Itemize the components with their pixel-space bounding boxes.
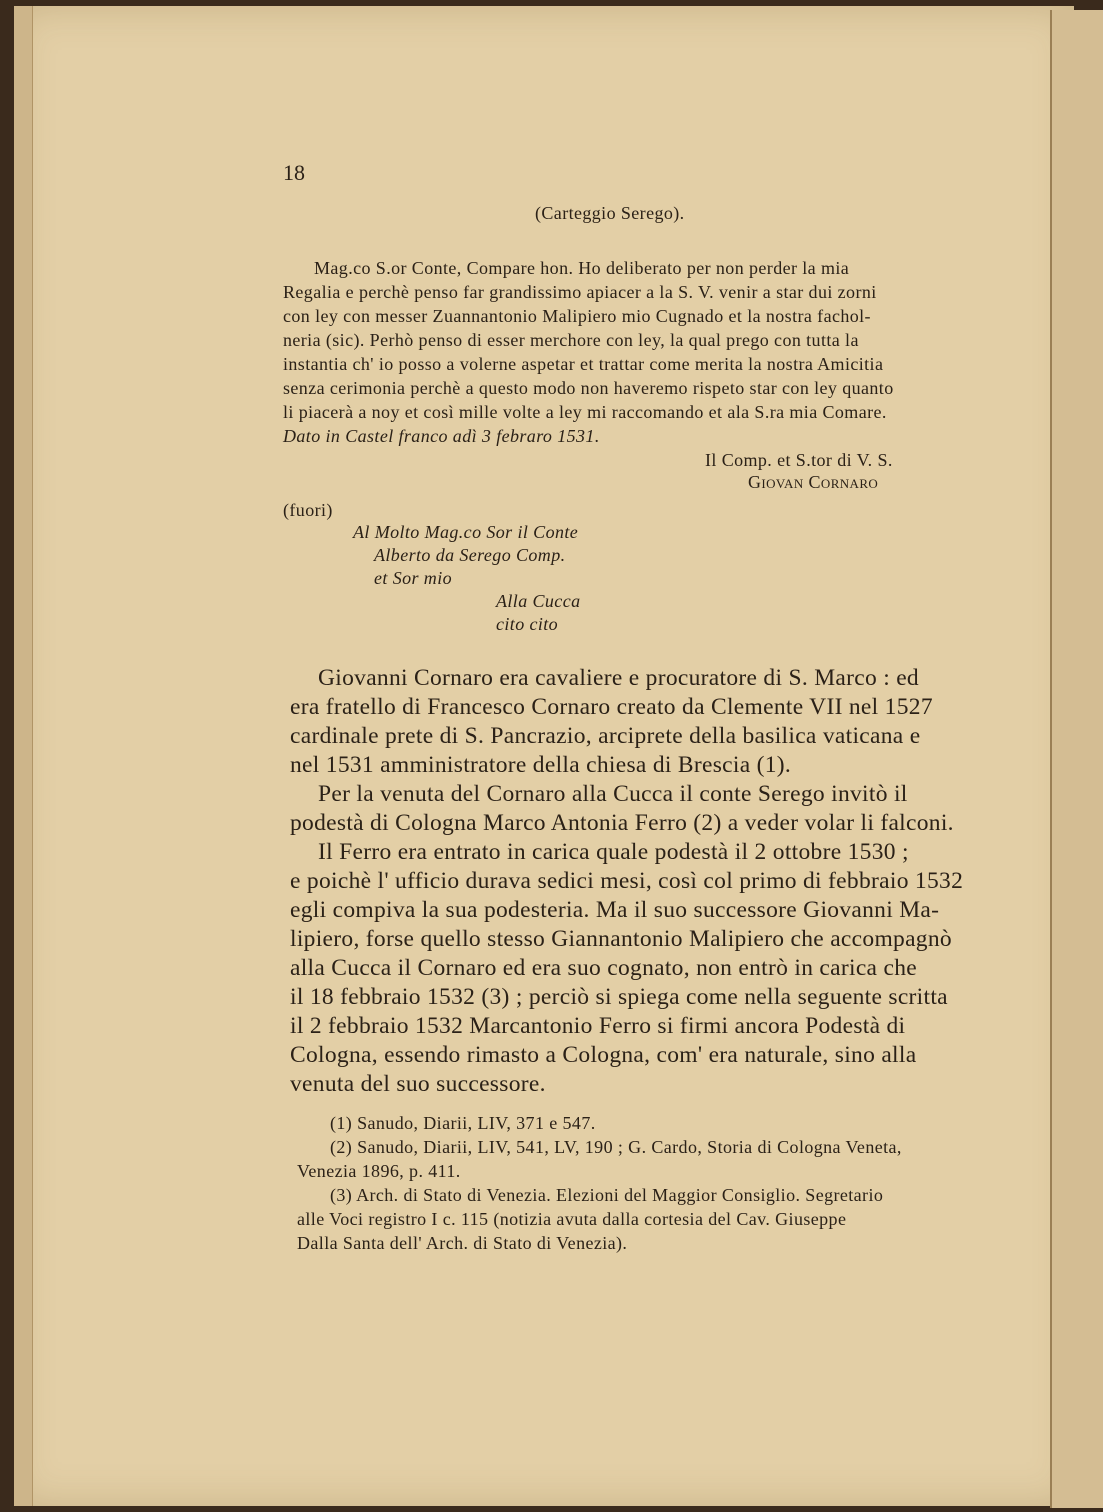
letter-line: Mag.co S.or Conte, Compare hon. Ho deliberato per non perder la mia <box>314 258 850 278</box>
body-line: nel 1531 amministratore della chiesa di Brescia (1). <box>290 752 792 778</box>
body-line: cardinale prete di S. Pancrazio, arciprete della basilica vaticana e <box>290 723 921 749</box>
footnote-line: Dalla Santa dell' Arch. di Stato di Venezia). <box>297 1233 628 1253</box>
address-label: (fuori) <box>283 500 333 520</box>
body-line: il 18 febbraio 1532 (3) ; perciò si spiega come nella seguente scritta <box>290 984 948 1010</box>
letter-line: senza cerimonia perchè a questo modo non haveremo rispeto star con ley quanto <box>283 378 894 398</box>
body-line: era fratello di Francesco Cornaro creato da Clemente VII nel 1527 <box>290 694 933 720</box>
letter-signature-name: Giovan Cornaro <box>748 472 879 492</box>
body-line: lipiero, forse quello stesso Giannantonio Malipiero che accompagnò <box>290 926 952 952</box>
address-line: Al Molto Mag.co Sor il Conte <box>353 522 579 542</box>
letter-line: li piacerà a noy et così mille volte a ley mi raccomando et ala S.ra mia Comare. <box>283 402 887 422</box>
letter-line: instantia ch' io posso a volerne aspetar et trattar come merita la nostra Amicitia <box>283 354 884 374</box>
footnote-line: (1) Sanudo, Diarii, LIV, 371 e 547. <box>330 1113 596 1133</box>
body-line: e poichè l' ufficio durava sedici mesi, così col primo di febbraio 1532 <box>290 868 964 894</box>
letter-line: neria (sic). Perhò penso di esser merchore con ley, la qual prego con tutta la <box>283 330 859 350</box>
address-line: Alberto da Serego Comp. <box>374 545 566 565</box>
footnote-line: (2) Sanudo, Diarii, LIV, 541, LV, 190 ; G. Cardo, Storia di Cologna Veneta, <box>330 1137 902 1157</box>
footnote-line: alle Voci registro I c. 115 (notizia avuta dalla cortesia del Cav. Giuseppe <box>297 1209 847 1229</box>
letter-line: Regalia e perchè penso far grandissimo apiacer a la S. V. venir a star dui zorni <box>283 282 877 302</box>
body-line: Il Ferro era entrato in carica quale podestà il 2 ottobre 1530 ; <box>318 839 909 865</box>
body-line: Cologna, essendo rimasto a Cologna, com' era naturale, sino alla <box>290 1042 917 1068</box>
source-heading: (Carteggio Serego). <box>535 203 685 223</box>
body-line: podestà di Cologna Marco Antonia Ferro (2) a veder volar li falconi. <box>290 810 954 836</box>
address-line: Alla Cucca <box>496 591 581 611</box>
body-line: egli compiva la sua podesteria. Ma il suo successore Giovanni Ma- <box>290 897 940 923</box>
next-page-edge <box>1050 10 1103 1508</box>
body-line: venuta del suo successore. <box>290 1071 546 1097</box>
body-line: il 2 febbraio 1532 Marcantonio Ferro si firmi ancora Podestà di <box>290 1013 906 1039</box>
address-line: et Sor mio <box>374 568 452 588</box>
body-line: alla Cucca il Cornaro ed era suo cognato, non entrò in carica che <box>290 955 917 981</box>
address-line: cito cito <box>496 614 559 634</box>
letter-line: con ley con messer Zuannantonio Malipiero mio Cugnado et la nostra fachol- <box>283 306 871 326</box>
page-number: 18 <box>283 160 305 185</box>
letter-date: Dato in Castel franco adì 3 febraro 1531. <box>283 426 600 446</box>
letter-signature-line: Il Comp. et S.tor di V. S. <box>705 450 893 470</box>
footnote-line: (3) Arch. di Stato di Venezia. Elezioni del Maggior Consiglio. Segretario <box>330 1185 884 1205</box>
body-line: Per la venuta del Cornaro alla Cucca il conte Serego invitò il <box>318 781 908 807</box>
body-line: Giovanni Cornaro era cavaliere e procuratore di S. Marco : ed <box>318 665 919 691</box>
footnote-line: Venezia 1896, p. 411. <box>297 1161 461 1181</box>
page-binding-edge <box>14 6 33 1506</box>
